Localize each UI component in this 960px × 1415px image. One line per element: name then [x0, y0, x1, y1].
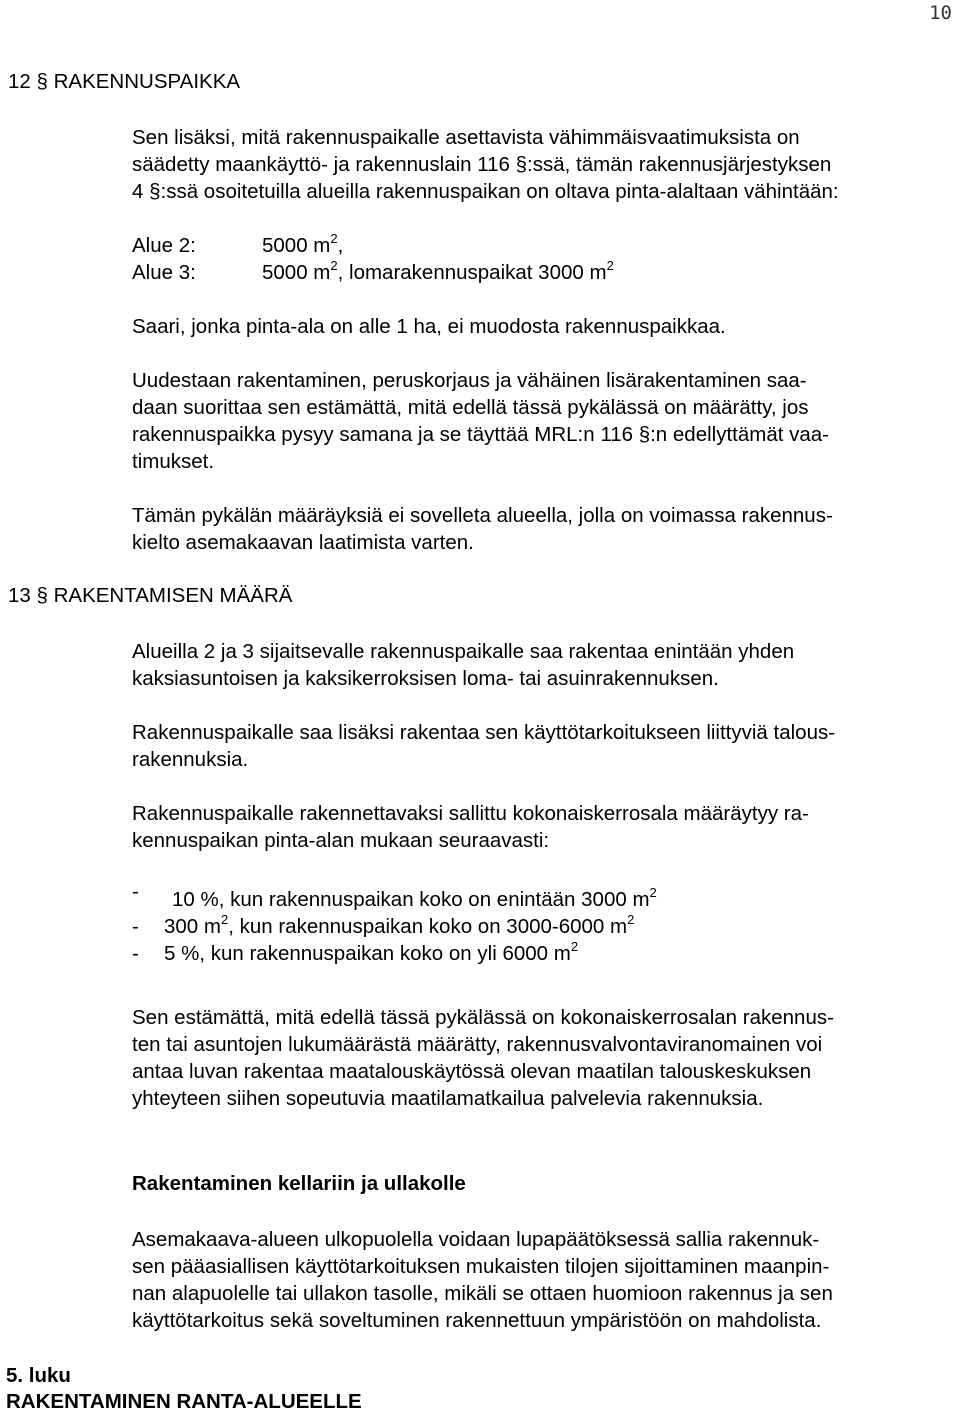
list-item-3-dash: - — [132, 942, 139, 965]
list-item-1-dash: - — [132, 880, 139, 903]
section-13-para3-line1: Rakennuspaikalle rakennettavaksi sallittu kokonaiskerrosala määräytyy ra- — [132, 802, 809, 825]
area-2-value: 5000 m — [262, 234, 331, 257]
section-13-para4-line4: yhteyteen siihen sopeutuvia maatilamatkailua palvelevia rakennuksia. — [132, 1087, 764, 1110]
chapter-5-number: 5. luku — [6, 1364, 71, 1387]
list-item-2-dash: - — [132, 915, 139, 938]
area-2-exponent: 2 — [330, 231, 338, 246]
area-2-suffix: , — [337, 234, 344, 257]
area-3-row — [132, 259, 614, 286]
section-12-para1-line3: 4 §:ssä osoitetuilla alueilla rakennuspaikan on oltava pinta-alaltaan vähintään: — [132, 180, 839, 203]
area-3-value: 5000 m — [262, 261, 331, 284]
list-item-2-suffix: , kun rakennuspaikan koko on 3000-6000 m — [228, 915, 628, 938]
area-2-label: Alue 2: — [132, 234, 196, 257]
section-12-para1-line2: säädetty maankäyttö- ja rakennuslain 116 §:ssä, tämän rakennusjärjestyksen — [132, 153, 832, 176]
section-13-para2-line2: rakennuksia. — [132, 748, 249, 771]
section-13-heading: 13 § RAKENTAMISEN MÄÄRÄ — [8, 584, 293, 607]
section-12-para2-line4: timukset. — [132, 450, 215, 473]
section-13-para2-line1: Rakennuspaikalle saa lisäksi rakentaa sen käyttötarkoitukseen liittyviä talous- — [132, 721, 836, 744]
area-3-exponent: 2 — [330, 258, 338, 273]
section-13-para1-line1: Alueilla 2 ja 3 sijaitsevalle rakennuspaikalle saa rakentaa enintään yhden — [132, 640, 795, 663]
section-13-para5-line2: sen pääasiallisen käyttötarkoituksen mukaisten tilojen sijoittaminen maanpin- — [132, 1255, 830, 1278]
area-2-row — [132, 232, 343, 259]
list-item-2-exponent-2: 2 — [627, 912, 635, 927]
list-item-2-exponent: 2 — [220, 912, 229, 927]
section-12-heading: 12 § RAKENNUSPAIKKA — [8, 70, 241, 93]
section-13-para5-line4: käyttötarkoitus sekä soveltuminen rakennettuun ympäristöön on mahdolista. — [132, 1309, 822, 1332]
list-item-1-text: 10 %, kun rakennuspaikan koko on enintään 3000 m — [172, 888, 650, 911]
subheading-kellari-ullakko: Rakentaminen kellariin ja ullakolle — [132, 1172, 466, 1195]
list-item-3 — [132, 940, 578, 967]
island-note: Saari, jonka pinta-ala on alle 1 ha, ei muodosta rakennuspaikkaa. — [132, 315, 726, 338]
list-item-2-text: 300 m — [164, 915, 221, 938]
section-12-para1-line1: Sen lisäksi, mitä rakennuspaikalle asettavista vähimmäisvaatimuksista on — [132, 126, 800, 149]
area-3-suffix: , lomarakennuspaikat 3000 m — [337, 261, 607, 284]
section-13-para1-line2: kaksiasuntoisen ja kaksikerroksisen loma- tai asuinrakennuksen. — [132, 667, 719, 690]
section-12-para2-line3: rakennuspaikka pysyy samana ja se täyttää MRL:n 116 §:n edellyttämät vaa- — [132, 423, 829, 446]
section-13-para5-line1: Asemakaava-alueen ulkopuolella voidaan lupapäätöksessä sallia rakennuk- — [132, 1228, 820, 1251]
area-3-exponent-2: 2 — [606, 258, 614, 273]
section-13-para5-line3: nan alapuolelle tai ullakon tasolle, mikäli se ottaen huomioon rakennus ja sen — [132, 1282, 833, 1305]
section-12-para3-line1: Tämän pykälän määräyksiä ei sovelleta alueella, jolla on voimassa rakennus- — [132, 504, 833, 527]
list-item-1 — [132, 880, 657, 913]
page-number: 10 — [929, 2, 952, 24]
section-12-para2-line2: daan suorittaa sen estämättä, mitä edellä tässä pykälässä on määrätty, jos — [132, 396, 809, 419]
section-13-para4-line2: ten tai asuntojen lukumäärästä määrätty, rakennusvalvontaviranomainen voi — [132, 1033, 823, 1056]
section-13-para3-line2: kennuspaikan pinta-alan mukaan seuraavasti: — [132, 829, 550, 852]
list-item-3-text: 5 %, kun rakennuspaikan koko on yli 6000 m — [164, 942, 571, 965]
list-item-1-exponent: 2 — [649, 885, 657, 900]
section-13-para4-line3: antaa luvan rakentaa maatalouskäytössä olevan maatilan talouskeskuksen — [132, 1060, 812, 1083]
section-12-para2-line1: Uudestaan rakentaminen, peruskorjaus ja vähäinen lisärakentaminen saa- — [132, 369, 807, 392]
chapter-5-title: RAKENTAMINEN RANTA-ALUEELLE — [6, 1390, 362, 1413]
section-13-para4-line1: Sen estämättä, mitä edellä tässä pykälässä on kokonaiskerrosalan rakennus- — [132, 1006, 834, 1029]
area-3-label: Alue 3: — [132, 261, 196, 284]
section-12-para3-line2: kielto asemakaavan laatimista varten. — [132, 531, 474, 554]
list-item-2 — [132, 913, 634, 940]
list-item-3-exponent: 2 — [570, 939, 579, 954]
